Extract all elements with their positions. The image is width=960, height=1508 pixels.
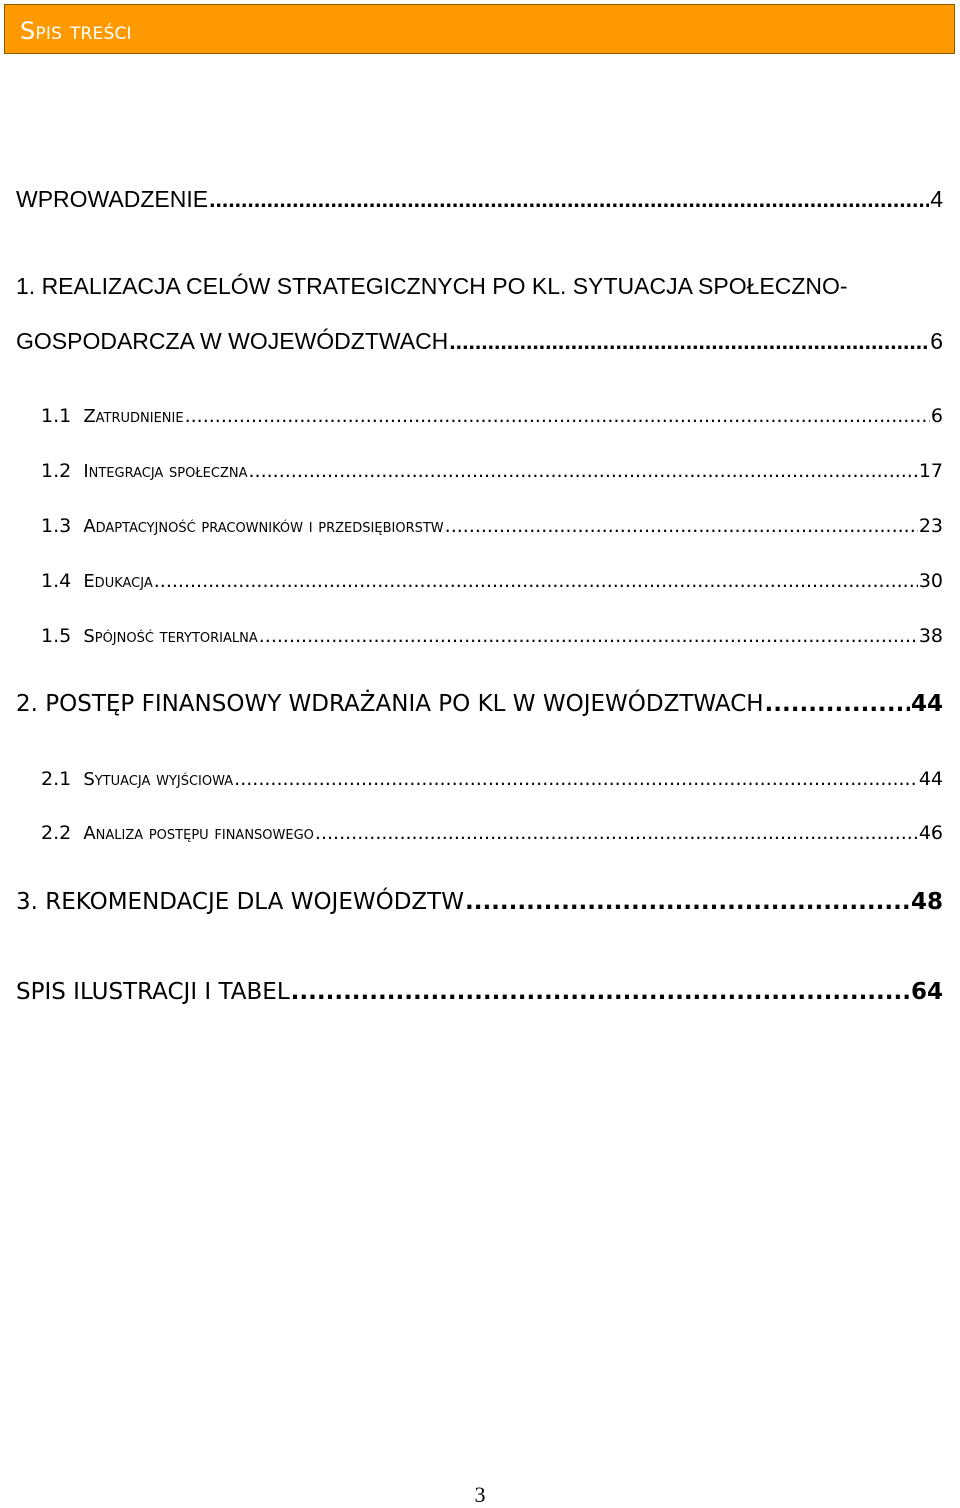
toc-entry-text <box>41 821 314 846</box>
toc-entry-number: 1.2 <box>41 460 72 482</box>
toc-entry-ch2[interactable] <box>16 689 943 719</box>
toc-entry-label: Sytuacja wyjściowa <box>83 769 234 790</box>
toc-entry-label: GOSPODARCZA W WOJEWÓDZTWACH <box>16 328 449 354</box>
toc-entry-ch1-line1[interactable]: 1. REALIZACJA CELÓW STRATEGICZNYCH PO KL. SYTUACJA SPOŁECZNO- <box>16 273 848 299</box>
toc-entry-intro[interactable] <box>16 184 943 214</box>
toc-leader-dots <box>154 569 918 593</box>
toc-leader-dots <box>249 459 918 483</box>
toc-leader-dots <box>259 624 918 648</box>
toc-entry-number: 2.1 <box>41 768 72 790</box>
toc-entry-list-of-figures[interactable] <box>16 977 943 1007</box>
toc-entry-page: 48 <box>910 889 943 915</box>
toc-entry-label: Spójność terytorialna <box>83 626 258 647</box>
page-number: 3 <box>474 1482 486 1507</box>
toc-entry-ch3[interactable] <box>16 887 943 917</box>
toc-entry-page: 17 <box>918 460 943 482</box>
toc-leader-dots <box>234 767 918 791</box>
toc-entry-page: 30 <box>918 570 943 592</box>
toc-leader-dots <box>185 404 930 428</box>
toc-entry-label: Integracja społeczna <box>83 461 248 482</box>
toc-entry-page: 6 <box>930 328 943 354</box>
toc-entry-text <box>41 459 248 484</box>
toc-entry-number: 2.2 <box>41 822 72 844</box>
toc-leader-dots <box>209 184 929 214</box>
toc-entry-page: 44 <box>918 768 943 790</box>
toc-entry-page: 38 <box>918 625 943 647</box>
toc-entry-2-1[interactable] <box>41 767 943 791</box>
toc-entry-label: Analiza postępu finansowego <box>83 823 314 844</box>
toc-entry-1-4[interactable] <box>41 569 943 593</box>
toc-entry-text <box>41 767 233 792</box>
toc-entry-label: WPROWADZENIE <box>16 186 209 212</box>
toc-entry-page: 6 <box>930 405 943 427</box>
toc-entry-label: SPIS ILUSTRACJI I TABEL <box>16 979 290 1005</box>
toc-entry-page: 44 <box>910 691 943 717</box>
toc-entry-text <box>41 404 184 429</box>
toc-entry-number: 1.1 <box>41 405 72 427</box>
toc-leader-dots <box>465 887 910 917</box>
toc-leader-dots <box>449 326 929 356</box>
toc-entry-1-2[interactable] <box>41 459 943 483</box>
section-header-bar <box>4 4 955 54</box>
toc-entry-page: 4 <box>930 186 943 212</box>
toc-entry-2-2[interactable] <box>41 821 943 845</box>
toc-entry-page: 46 <box>918 822 943 844</box>
toc-entry-label: Edukacja <box>83 571 153 592</box>
toc-entry-number: 1.5 <box>41 625 72 647</box>
toc-entry-text <box>41 624 258 649</box>
toc-leader-dots <box>765 689 910 719</box>
toc-entry-1-3[interactable] <box>41 514 943 538</box>
toc-entry-text <box>41 514 444 539</box>
toc-entry-label: Adaptacyjność pracowników i przedsiębiorstw <box>83 516 444 537</box>
toc-entry-page: 64 <box>910 979 943 1005</box>
toc-entry-label: Zatrudnienie <box>83 406 184 427</box>
toc-entry-number: 1.4 <box>41 570 72 592</box>
toc-entry-number: 1.3 <box>41 515 72 537</box>
toc-leader-dots <box>291 977 910 1007</box>
section-title: Spis treści <box>20 17 132 45</box>
toc-entry-1-1[interactable] <box>41 404 943 428</box>
toc-entry-ch1[interactable] <box>16 326 943 356</box>
toc-entry-label: 3. REKOMENDACJE DLA WOJEWÓDZTW <box>16 889 464 915</box>
toc-leader-dots <box>445 514 918 538</box>
toc-entry-page: 23 <box>918 515 943 537</box>
toc-entry-1-5[interactable] <box>41 624 943 648</box>
toc-entry-text <box>41 569 153 594</box>
toc-entry-label: 2. POSTĘP FINANSOWY WDRAŻANIA PO KL W WOJEWÓDZTWACH <box>16 691 764 717</box>
toc-leader-dots <box>315 821 918 845</box>
